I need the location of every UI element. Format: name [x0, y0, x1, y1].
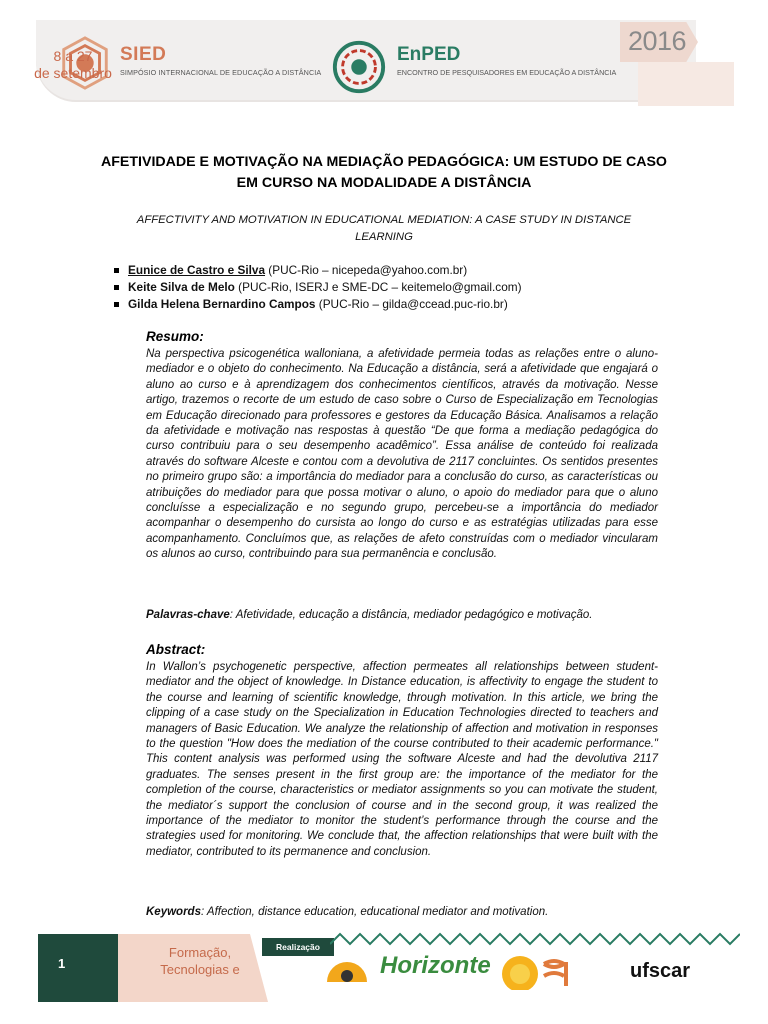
event-year: 2016 [628, 26, 687, 56]
paper-title: AFETIVIDADE E MOTIVAÇÃO NA MEDIAÇÃO PEDAGÓGICA: UM ESTUDO DE CASO EM CURSO NA MODALIDADE A DISTÂNCIA [101, 154, 667, 191]
keywords-text: : Affection, distance education, educational mediator and motivation. [200, 906, 549, 918]
footer-zigzag-divider [330, 932, 740, 946]
theme-line-1: Formação, [168, 945, 232, 960]
palavras-chave-label: Palavras-chave [146, 609, 230, 621]
partner-horizonte-logo: Horizonte [380, 952, 491, 979]
keywords-label: Keywords [146, 906, 201, 918]
author-affiliation: (PUC-Rio – nicepeda@yahoo.com.br) [265, 263, 468, 277]
palavras-chave [146, 609, 666, 621]
dates-line-1: 8 a 27 [53, 48, 93, 64]
abstract-text: In Wallon’s psychogenetic perspective, affection permeates all relationships between student-mediator and the object of knowledge. In Distance education, is affectivity to engage the student to the course and learning of scientific knowledge, through motivation. In this article, we bring the clipping of a case study on the Specialization in Education Technologies directed to teachers and managers of Basic Education. We analyze the relationship of affection and motivation in responses to the question "How does the mediation of the course contributed to their academic performance." This content analysis was performed using the software Alceste and had the devolutiva 2117 graduates. The senses present in the first group are: the importance of the mediator for the completion of the course, characteristics or mediator assignments so you can motivate the student, the mediator´s support the conclusion of course and in the second group, it was realized the importance of the mediator to monitor the student’s performance through the course and the strategies used for monitoring. We conclude that, the affection relationships that were built with the mediator, contributed to its permanence and conclusion. [146, 661, 658, 858]
enped-title: EnPED [397, 44, 461, 65]
author-name: Gilda Helena Bernardino Campos [128, 297, 316, 311]
conference-header [0, 0, 768, 118]
paper-subtitle: AFFECTIVITY AND MOTIVATION IN EDUCATIONAL MEDIATION: A CASE STUDY IN DISTANCE LEARNING [136, 214, 632, 243]
sied-title: SIED [120, 44, 167, 65]
palavras-chave-text: : Afetividade, educação a distância, mediador pedagógico e motivação. [229, 609, 593, 621]
page-footer [0, 930, 768, 1024]
dates-line-2: de setembro [34, 65, 112, 81]
partner-sun-logo-icon [322, 952, 372, 982]
date-box [638, 62, 734, 106]
enped-subtitle: ENCONTRO DE PESQUISADORES EM EDUCAÇÃO A DISTÂNCIA [397, 68, 617, 77]
abstract-heading: Abstract: [146, 642, 206, 657]
page-number: 1 [58, 956, 66, 971]
resumo-heading: Resumo: [146, 329, 204, 344]
sied-subtitle: SIMPÓSIO INTERNACIONAL DE EDUCAÇÃO A DISTÂNCIA [120, 68, 322, 77]
author-item [112, 279, 672, 296]
author-list [112, 262, 672, 313]
author-item [112, 296, 672, 313]
partner-sied-logo-icon [500, 950, 590, 990]
author-affiliation: (PUC-Rio, ISERJ e SME-DC – keitemelo@gmail.com) [234, 280, 522, 294]
resumo-text: Na perspectiva psicogenética walloniana, a afetividade permeia todas as relações entre o aluno-mediador e o objeto do conhecimento. Na Educação a distância, será a afetividade que engajará o aluno ao curso e à aprendizagem dos conhecimentos científicos, através da motivação. Nesse artigo, trazemos o recorte de um estudo de caso sobre o Curso de Especialização em Tecnologias em Educação direcionado para professores e gestores da Educação Básica. Analisamos a relação da afetividade e motivação nas respostas à questão “De que forma a mediação pedagógica do curso contribuiu para o seu desempenho acadêmico”. Essa análise de conteúdo foi realizada através do software Alceste e contou com a devolutiva de 2117 concluintes. Os sentidos presentes no primeiro grupo são: a importância do mediador para a conclusão do curso, as características ou atribuições do mediador para que possa motivar o aluno, o apoio do mediador para que o aluno concluísse a especialização e no segundo grupo, percebeu-se a importância do mediador acompanhar o desempenho do cursista ao longo do curso e as estratégias utilizadas para esse acompanhamento. Concluímos que, as relações de afeto construídas com o mediador vincularam os alunos ao curso, contribuindo para sua permanência e conclusão. [146, 348, 658, 561]
event-dates [30, 48, 116, 82]
enped-logo-icon [330, 38, 388, 96]
author-affiliation: (PUC-Rio – gilda@ccead.puc-rio.br) [315, 297, 508, 311]
partner-ufscar-logo: ufscar [630, 960, 691, 982]
author-name: Keite Silva de Melo [128, 280, 235, 294]
keywords [146, 906, 666, 918]
realizacao-label: Realização [262, 938, 334, 956]
theme-line-2: Tecnologias e [160, 962, 240, 977]
author-item [112, 262, 672, 279]
author-name: Eunice de Castro e Silva [128, 263, 266, 277]
event-date [620, 18, 738, 106]
footer-theme-text [140, 944, 260, 978]
